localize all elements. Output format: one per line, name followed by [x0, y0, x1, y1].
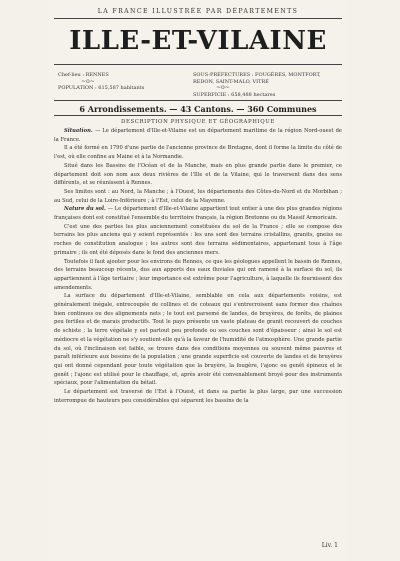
- body-paragraph: [54, 205, 342, 222]
- body-paragraph: [54, 162, 342, 188]
- facts-rule: [54, 100, 342, 101]
- body-paragraph: [54, 144, 342, 161]
- title-rule: [54, 64, 342, 65]
- body-paragraph: [54, 188, 342, 205]
- paragraph-text: — Le département d'Ille-et-Vilaine est un département maritime de la région Nord-ouest de la France.: [54, 128, 342, 143]
- body-paragraph: [54, 223, 342, 258]
- paragraph-text: Il a été formé en 1790 d'une partie de l'ancienne province de Bretagne, dont il forme la limite du côté de l'est, où elle confine au Maine et à la Normandie.: [54, 145, 342, 161]
- page-number: Liv. 1: [321, 542, 338, 549]
- body-text: [54, 127, 342, 406]
- paragraph-text: Situé dans les Bassins de l'Océan et de la Manche, mais en plus grande partie dans le premier, ce département doit son nom aux deux rivières de l'Ille et de la Vilaine, qui le traversent dans des sens différents, et se réunissent à Rennes.: [54, 162, 342, 187]
- paragraph-text: — Le département d'Ille-et-Vilaine appartient tout entier à une des plus grandes régions françaises dont est constitué l'ensemble du territoire français, la région Bretonne ou du Massif Armoricain.: [54, 206, 343, 222]
- population-text: POPULATION : 615,587 habitants: [58, 85, 145, 91]
- section-heading: DESCRIPTION PHYSIQUE ET GÉOGRAPHIQUE: [121, 119, 275, 125]
- paragraph-text: Toutefois il faut ajouter pour les environs de Rennes, ce que les géologues appellent le bassin de Rennes, des terrains beaucoup récents, dus aux apports des eaux fluviales qui ont ramené à la surface du sol, ils appartiennent à l'âge tertiaire ; leur importance est extrême pour l'agriculture, à laquelle ils fournissent des amendements.: [54, 258, 342, 291]
- paragraph-lead: Nature du sol.: [64, 206, 108, 213]
- paragraph-lead: Situation.: [64, 128, 95, 134]
- ornament-left: ~o~: [81, 77, 95, 85]
- series-title: LA FRANCE ILLUSTRÉE PAR DÉPARTEMENTS: [97, 8, 299, 15]
- body-paragraph: [54, 292, 342, 388]
- counts-rule: [54, 115, 342, 116]
- body-paragraph: [54, 127, 342, 144]
- top-rule: [54, 18, 342, 19]
- subprefectures-text: SOUS-PRÉFECTURES : FOUGÈRES, MONTFORT, REDON, SAINT-MALO, VITRÉ: [193, 72, 321, 85]
- administrative-counts: 6 Arrondissements. — 43 Cantons. — 360 Communes: [79, 104, 317, 114]
- paragraph-text: Ses limites sont : au Nord, la Manche ; à l'Ouest, les départements des Côtes-du-Nord et du Morbihan ; au Sud, celui de la Loire-Inférieure ; à l'Est, celui de la Mayenne.: [54, 188, 342, 204]
- superficie-text: SUPERFICIE : 658,488 hectares: [193, 91, 276, 98]
- body-paragraph: [54, 258, 342, 293]
- facts-right: [193, 72, 343, 98]
- facts-left: [58, 72, 168, 92]
- prefecture-text: Chef-lieu : RENNES: [58, 72, 109, 78]
- page-title: ILLE-ET-VILAINE: [69, 26, 327, 56]
- body-paragraph: [54, 388, 342, 405]
- document-page: [48, 0, 348, 561]
- ornament-right: ~o~: [216, 84, 230, 91]
- paragraph-text: C'est une des parties les plus anciennement constituées du sol de la France ; elle se compose des terrains les plus anciens qui y soient représentés : les uns sont des terrains cristallins, granits, gneiss ou roches de constitution analogue ; les autres sont des terrains sédimentaires, appartenant tous à l'âge primaire ; ils ont été déposés dans le fond des anciennes mers.: [54, 223, 342, 256]
- paragraph-text: La surface du département d'Ille-et-Vilaine, semblable en cela aux départements voisins, est généralement inégale, entrecoupée de collines et de coteaux qui s'entrecroisent sans former des chaînes bien continues ou des alignements nets ; le tout est parsemé de landes, de bruyères, de forêts, de plaines peu fertiles et de marais productifs. Tout le pays présente un vaste plateau de granit recouvert de couches de schiste ; la terre végétale y est partout peu profonde ou ses couches sont d'épaisseur ; ainsi le sol est médiocre et la végétation ne s'y soutient-elle qu'à la faveur de l'humidité de l'atmosphère. Une grande partie du sol, où l'inclinaison est faible, se trouve dans des conditions moyennes ou souvent même pauvres et paraît inférieure aux besoins de la population ; une grande superficie est couverte de landes et de bruyères qui ont donné cependant pour toute végétation que la bruyère, la fougère, l'ajonc ou genêt épineux et le genêt ; l'ajonc est utilisé pour le chauffage, et, après avoir été convenablement broyé pour des instruments spéciaux, pour l'alimentation du bétail.: [54, 293, 342, 387]
- paragraph-text: Le département est traversé de l'Est à l'Ouest, et dans sa partie la plus large, par une succession interrompue de hauteurs peu considérables qui séparent les bassins de la: [54, 389, 342, 404]
